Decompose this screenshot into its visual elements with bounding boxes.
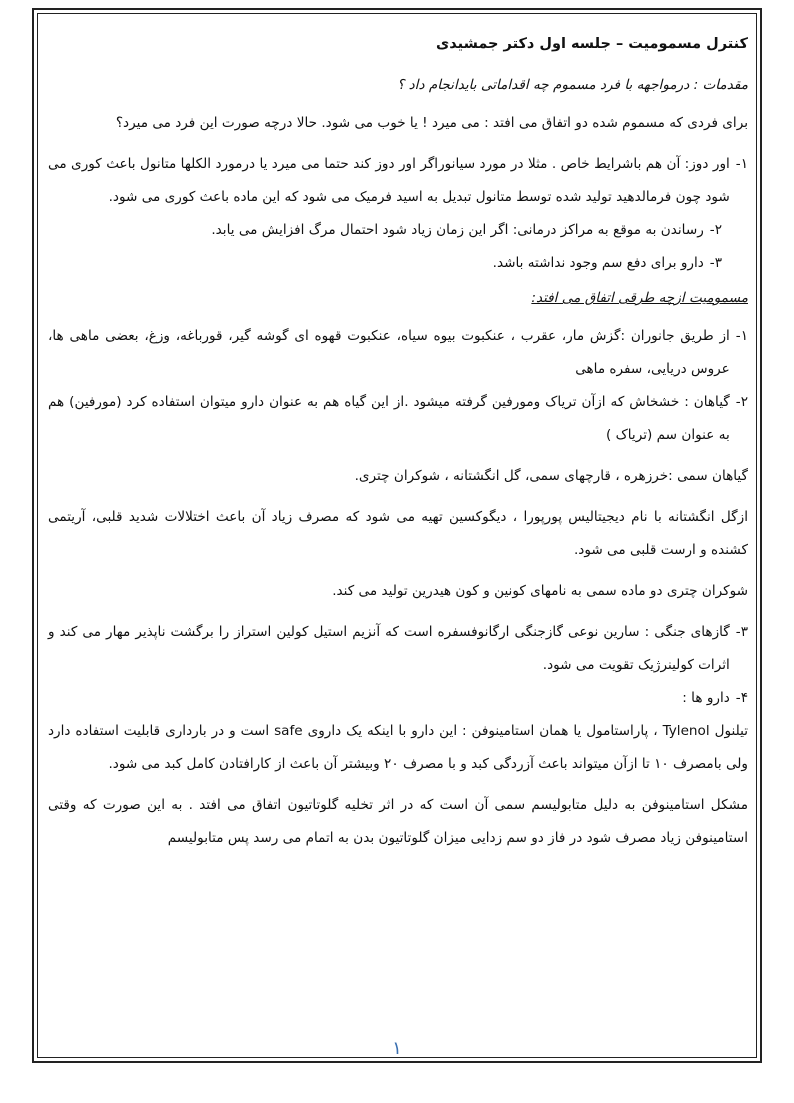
hemlock-paragraph: شوکران چتری دو ماده سمی به نامهای کونین و کون هیدرین تولید می کند. <box>332 583 748 599</box>
foxglove-paragraph: ازگل انگشتانه با نام دیجیتالیس پورپورا ، دیگوکسین تهیه می شود که مصرف زیاد آن باعث اختلالات شدید قلبی، آریتمی کشنده و ارست قلبی می شود. <box>48 509 748 558</box>
paragraph-death-outcomes: برای فردی که مسموم شده دو اتفاق می افتد : می میرد ! یا خوب می شود. حالا درچه صورت این فرد می میرد؟ <box>115 115 748 131</box>
page-number: ۱ <box>392 1038 402 1059</box>
list-item: ۱- از طریق جانوران :گزش مار، عقرب ، عنکبوت بیوه سیاه، عنکبوت قهوه ای گوشه گیر، قورباغه، وزغ، بعضی ماهی ها، عروس دریایی، سفره ماهی <box>48 328 748 377</box>
death-causes-list <box>48 148 748 280</box>
poisoning-routes-list-b <box>48 616 748 715</box>
document-body <box>48 28 748 855</box>
list-item: ۳- دارو برای دفع سم وجود نداشته باشد. <box>492 255 722 271</box>
list-item: ۴- دارو ها : <box>682 690 748 706</box>
poisoning-routes-list-a <box>48 320 748 452</box>
section-heading: مسمومیت ازچه طرقی اتفاق می افتد: <box>531 290 748 306</box>
tylenol-paragraph: تیلنول Tylenol ، پاراستامول یا همان استامینوفن : این دارو با اینکه یک داروی safe است و در بارداری قابلیت استفاده دارد ولی بامصرف ۱۰ تا ازآن میتواند باعث آزردگی کبد و با مصرف ۲۰ وبیشتر آن باعث از کارافتادن کامل کبد می شود. <box>48 723 748 772</box>
list-item: ۱- اور دوز: آن هم باشرایط خاص . مثلا در مورد سیانوراگر اور دوز کند حتما می میرد یا درمورد الکلها متانول باعث کوری می شود چون فرمالدهید تولید شده توسط متانول تبدیل به اسید فرمیک می شود که این ماده باعث کوری می شود. <box>48 156 748 205</box>
intro-question: مقدمات : درمواجهه با فرد مسموم چه اقداماتی بایدانجام داد ؟ <box>397 77 748 93</box>
document-title: کنترل مسمومیت – جلسه اول دکتر جمشیدی <box>435 36 748 52</box>
acetaminophen-paragraph: مشکل استامینوفن به دلیل متابولیسم سمی آن است که در اثر تخلیه گلوتاتیون اتفاق می افتد . به این صورت که وقتی استامینوفن زیاد مصرف شود در فاز دو سم زدایی میزان گلوتاتیون بدن به اتمام می رسد پس متابولیسم <box>48 797 748 846</box>
poisonous-plants-paragraph: گیاهان سمی :خرزهره ، قارچهای سمی، گل انگشتانه ، شوکران چتری. <box>354 468 748 484</box>
list-item: ۲- گیاهان : خشخاش که ازآن تریاک ومورفین گرفته میشود .از این گیاه هم به عنوان دارو میتوان استفاده کرد (مورفین) هم به عنوان سم (تریاک ) <box>48 394 748 443</box>
list-item: ۳- گازهای جنگی : سارین نوعی گازجنگی ارگانوفسفره است که آنزیم استیل کولین استراز را برگشت ناپذیر مهار می کند و اثرات کولینرژیک تقویت می شود. <box>48 624 748 673</box>
list-item: ۲- رساندن به موقع به مراکز درمانی: اگر این زمان زیاد شود احتمال مرگ افزایش می یابد. <box>211 222 722 238</box>
